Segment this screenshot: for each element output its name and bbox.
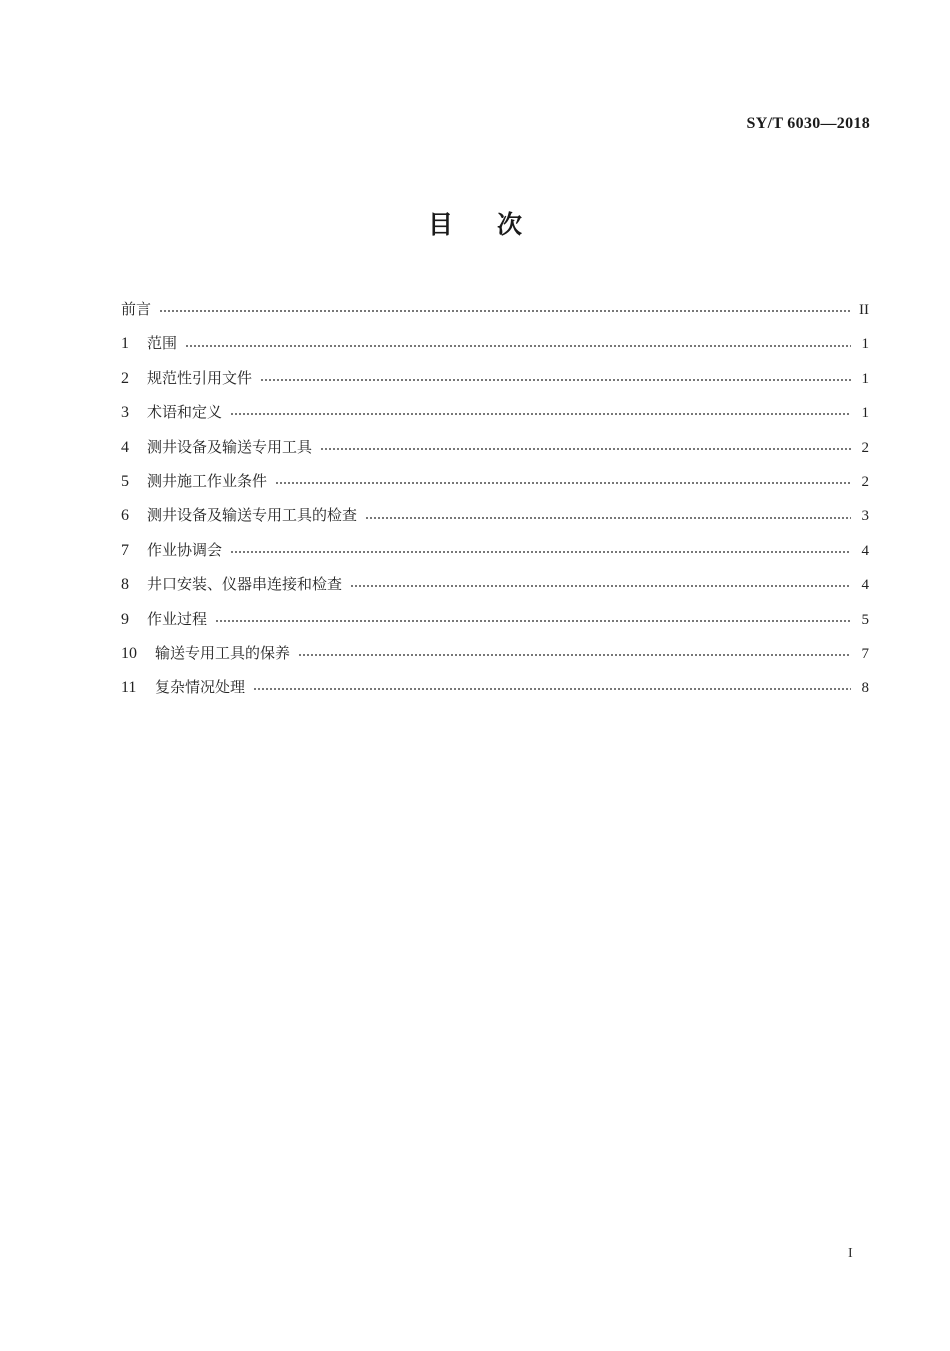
toc-entry-title: 作业协调会 (147, 540, 223, 559)
toc-entry-number: 1 (121, 335, 129, 353)
toc-entry-page: II (859, 302, 869, 318)
toc-entry-title: 范围 (147, 334, 178, 353)
toc-entry[interactable] (121, 602, 869, 636)
dot-leader (298, 654, 851, 656)
toc-entry-number: 8 (121, 576, 129, 594)
toc-entry-title: 作业过程 (147, 609, 208, 628)
toc-entry[interactable] (121, 670, 869, 704)
toc-entry-page: 1 (861, 370, 869, 387)
toc-entry-title: 测井施工作业条件 (147, 471, 268, 490)
toc-entry-page: 2 (861, 473, 869, 490)
toc-entry-number: 3 (121, 404, 129, 422)
toc-entry[interactable] (121, 464, 869, 498)
dot-leader (365, 517, 851, 519)
toc-title: 目次 (427, 210, 566, 239)
dot-leader (320, 448, 851, 450)
toc-entry[interactable] (121, 636, 869, 670)
toc-entry-number: 9 (121, 610, 129, 628)
toc-entry[interactable] (121, 395, 869, 429)
dot-leader (275, 482, 851, 484)
toc-entry-number: 10 (121, 644, 137, 662)
dot-leader (185, 345, 851, 347)
toc-entry[interactable] (121, 567, 869, 601)
page-number: I (848, 1246, 853, 1261)
dot-leader (253, 688, 851, 690)
dot-leader (230, 413, 851, 415)
toc-entry-number: 2 (121, 369, 129, 387)
toc-entry-title: 井口安装、仪器串连接和检查 (147, 575, 343, 594)
toc-entry-title: 前言 (121, 300, 152, 318)
toc-entry-number: 11 (121, 679, 137, 697)
dot-leader (159, 310, 851, 312)
toc-entry-number: 7 (121, 541, 129, 559)
dot-leader (230, 551, 851, 553)
toc-entry-foreword[interactable] (121, 292, 869, 326)
table-of-contents (121, 292, 869, 705)
toc-entry-number: 4 (121, 438, 129, 456)
toc-entry-number: 6 (121, 507, 129, 525)
toc-entry-page: 5 (861, 611, 869, 628)
document-code: SY/T 6030—2018 (746, 115, 870, 132)
toc-entry-page: 3 (861, 508, 869, 525)
toc-entry[interactable] (121, 326, 869, 360)
toc-entry-page: 8 (861, 680, 869, 697)
toc-entry-page: 2 (861, 439, 869, 456)
toc-entry-title: 测井设备及输送专用工具 (147, 437, 313, 456)
toc-entry-number: 5 (121, 472, 129, 490)
toc-entry-title: 规范性引用文件 (147, 368, 253, 387)
dot-leader (350, 585, 851, 587)
toc-entry-page: 1 (861, 336, 869, 353)
toc-entry-title: 输送专用工具的保养 (155, 643, 291, 662)
toc-entry[interactable] (121, 361, 869, 395)
toc-entry-page: 4 (861, 577, 869, 594)
toc-entry[interactable] (121, 533, 869, 567)
toc-entry-title: 术语和定义 (147, 403, 223, 422)
toc-entry-title: 复杂情况处理 (155, 678, 246, 697)
toc-entry-page: 4 (861, 542, 869, 559)
toc-entry[interactable] (121, 498, 869, 532)
toc-entry[interactable] (121, 430, 869, 464)
toc-entry-title: 测井设备及输送专用工具的检查 (147, 506, 358, 525)
dot-leader (260, 379, 851, 381)
toc-entry-page: 1 (861, 405, 869, 422)
dot-leader (215, 620, 851, 622)
toc-entry-page: 7 (861, 645, 869, 662)
